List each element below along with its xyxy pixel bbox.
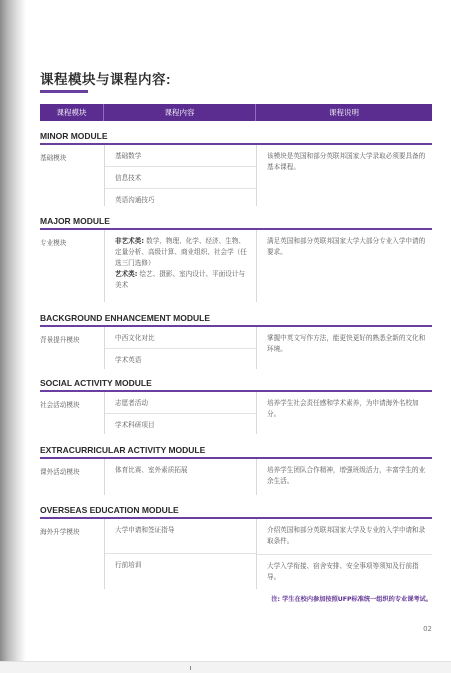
list-item — [105, 230, 256, 295]
section-title: BACKGROUND ENHANCEMENT MODULE — [40, 313, 210, 323]
content-list — [104, 145, 256, 206]
list-item: 学术科研项目 — [115, 421, 155, 429]
list-item: 信息技术 — [105, 167, 256, 189]
section-title: MINOR MODULE — [40, 131, 108, 141]
content-list — [104, 459, 256, 495]
list-item: 体育比赛、室外素质拓展 — [115, 466, 188, 474]
list-item: 志愿者活动 — [105, 392, 256, 414]
title-block — [40, 68, 171, 93]
description-text: 大学入学衔接、宿舍安排、安全事项等须知及行前指导。 — [257, 554, 432, 587]
section-title: EXTRACURRICULAR ACTIVITY MODULE — [40, 445, 206, 455]
page-fold-shadow — [0, 0, 26, 673]
list-item: 大学申请和签证指导 — [105, 519, 256, 554]
description-cell — [256, 392, 432, 434]
section-social-module — [40, 376, 432, 434]
module-name: 海外升学模块 — [40, 528, 80, 536]
bottom-tick-mark — [190, 666, 191, 670]
header-content: 课程内容 — [104, 104, 256, 121]
title-underline — [40, 90, 88, 93]
list-item: 行前培训 — [115, 561, 142, 569]
footnote: 注: 学生在校内参加按照UFP标准统一组织的专业课考试。 — [271, 596, 432, 603]
description-cell — [256, 327, 432, 369]
description-text: 掌握中英文写作方法，能更快更好的熟悉全新的文化和环境。 — [267, 334, 426, 353]
section-minor-module — [40, 129, 432, 206]
header-module: 课程模块 — [40, 104, 104, 121]
section-major-module — [40, 214, 432, 302]
table-header — [40, 104, 432, 121]
description-text: 该模块是英国和部分英联邦国家大学录取必须要具备的基本课程。 — [267, 152, 426, 171]
description-cell — [256, 230, 432, 302]
section-overseas-module — [40, 503, 432, 589]
content-list — [104, 519, 256, 589]
section-title: SOCIAL ACTIVITY MODULE — [40, 378, 152, 388]
module-name: 背景提升模块 — [40, 336, 80, 344]
bottom-edge — [0, 661, 451, 673]
module-name: 社会活动模块 — [40, 401, 80, 409]
description-text: 满足英国和部分英联邦国家大学大部分专业入学申请的要求。 — [267, 237, 426, 256]
module-name: 专业模块 — [40, 239, 67, 247]
list-item: 基础数学 — [105, 145, 256, 167]
content-list — [104, 327, 256, 369]
description-cell — [256, 519, 432, 589]
section-rows — [40, 519, 432, 589]
section-rows — [40, 145, 432, 206]
module-name: 课外活动模块 — [40, 468, 80, 476]
description-text: 介绍英国和部分英联邦国家大学及专业的入学申请和录取条件。 — [267, 526, 426, 545]
description-text: 培养学生社会责任感和学术素养，为申请海外名校加分。 — [267, 399, 419, 418]
description-cell — [256, 145, 432, 206]
page-number: 02 — [423, 625, 432, 633]
section-background-module — [40, 311, 432, 369]
art-courses: 绘艺、摄影、室内设计、平面设计与美术 — [115, 270, 246, 289]
section-title: OVERSEAS EDUCATION MODULE — [40, 505, 179, 515]
section-rows — [40, 392, 432, 434]
non-art-courses: 数学、物理、化学、经济、生物、定量分析、高级计算、商业组织、社会学（任选三门选修） — [115, 237, 247, 267]
art-label: 艺术类: — [115, 270, 138, 278]
content-list — [104, 392, 256, 434]
list-item: 学术英语 — [115, 356, 142, 364]
non-art-label: 非艺术类: — [115, 237, 145, 245]
page-title: 课程模块与课程内容: — [40, 72, 171, 87]
header-description: 课程说明 — [329, 108, 359, 117]
section-rows — [40, 459, 432, 495]
section-rows — [40, 327, 432, 369]
section-extracurricular-module — [40, 443, 432, 495]
description-cell — [256, 459, 432, 495]
list-item: 中西文化对比 — [105, 327, 256, 349]
section-title: MAJOR MODULE — [40, 216, 110, 226]
description-text: 培养学生团队合作精神，增强班级活力，丰富学生的业余生活。 — [267, 466, 426, 485]
content-list — [104, 230, 256, 302]
list-item: 英语沟通技巧 — [115, 196, 155, 204]
section-rows — [40, 230, 432, 302]
module-name: 基础模块 — [40, 154, 67, 162]
